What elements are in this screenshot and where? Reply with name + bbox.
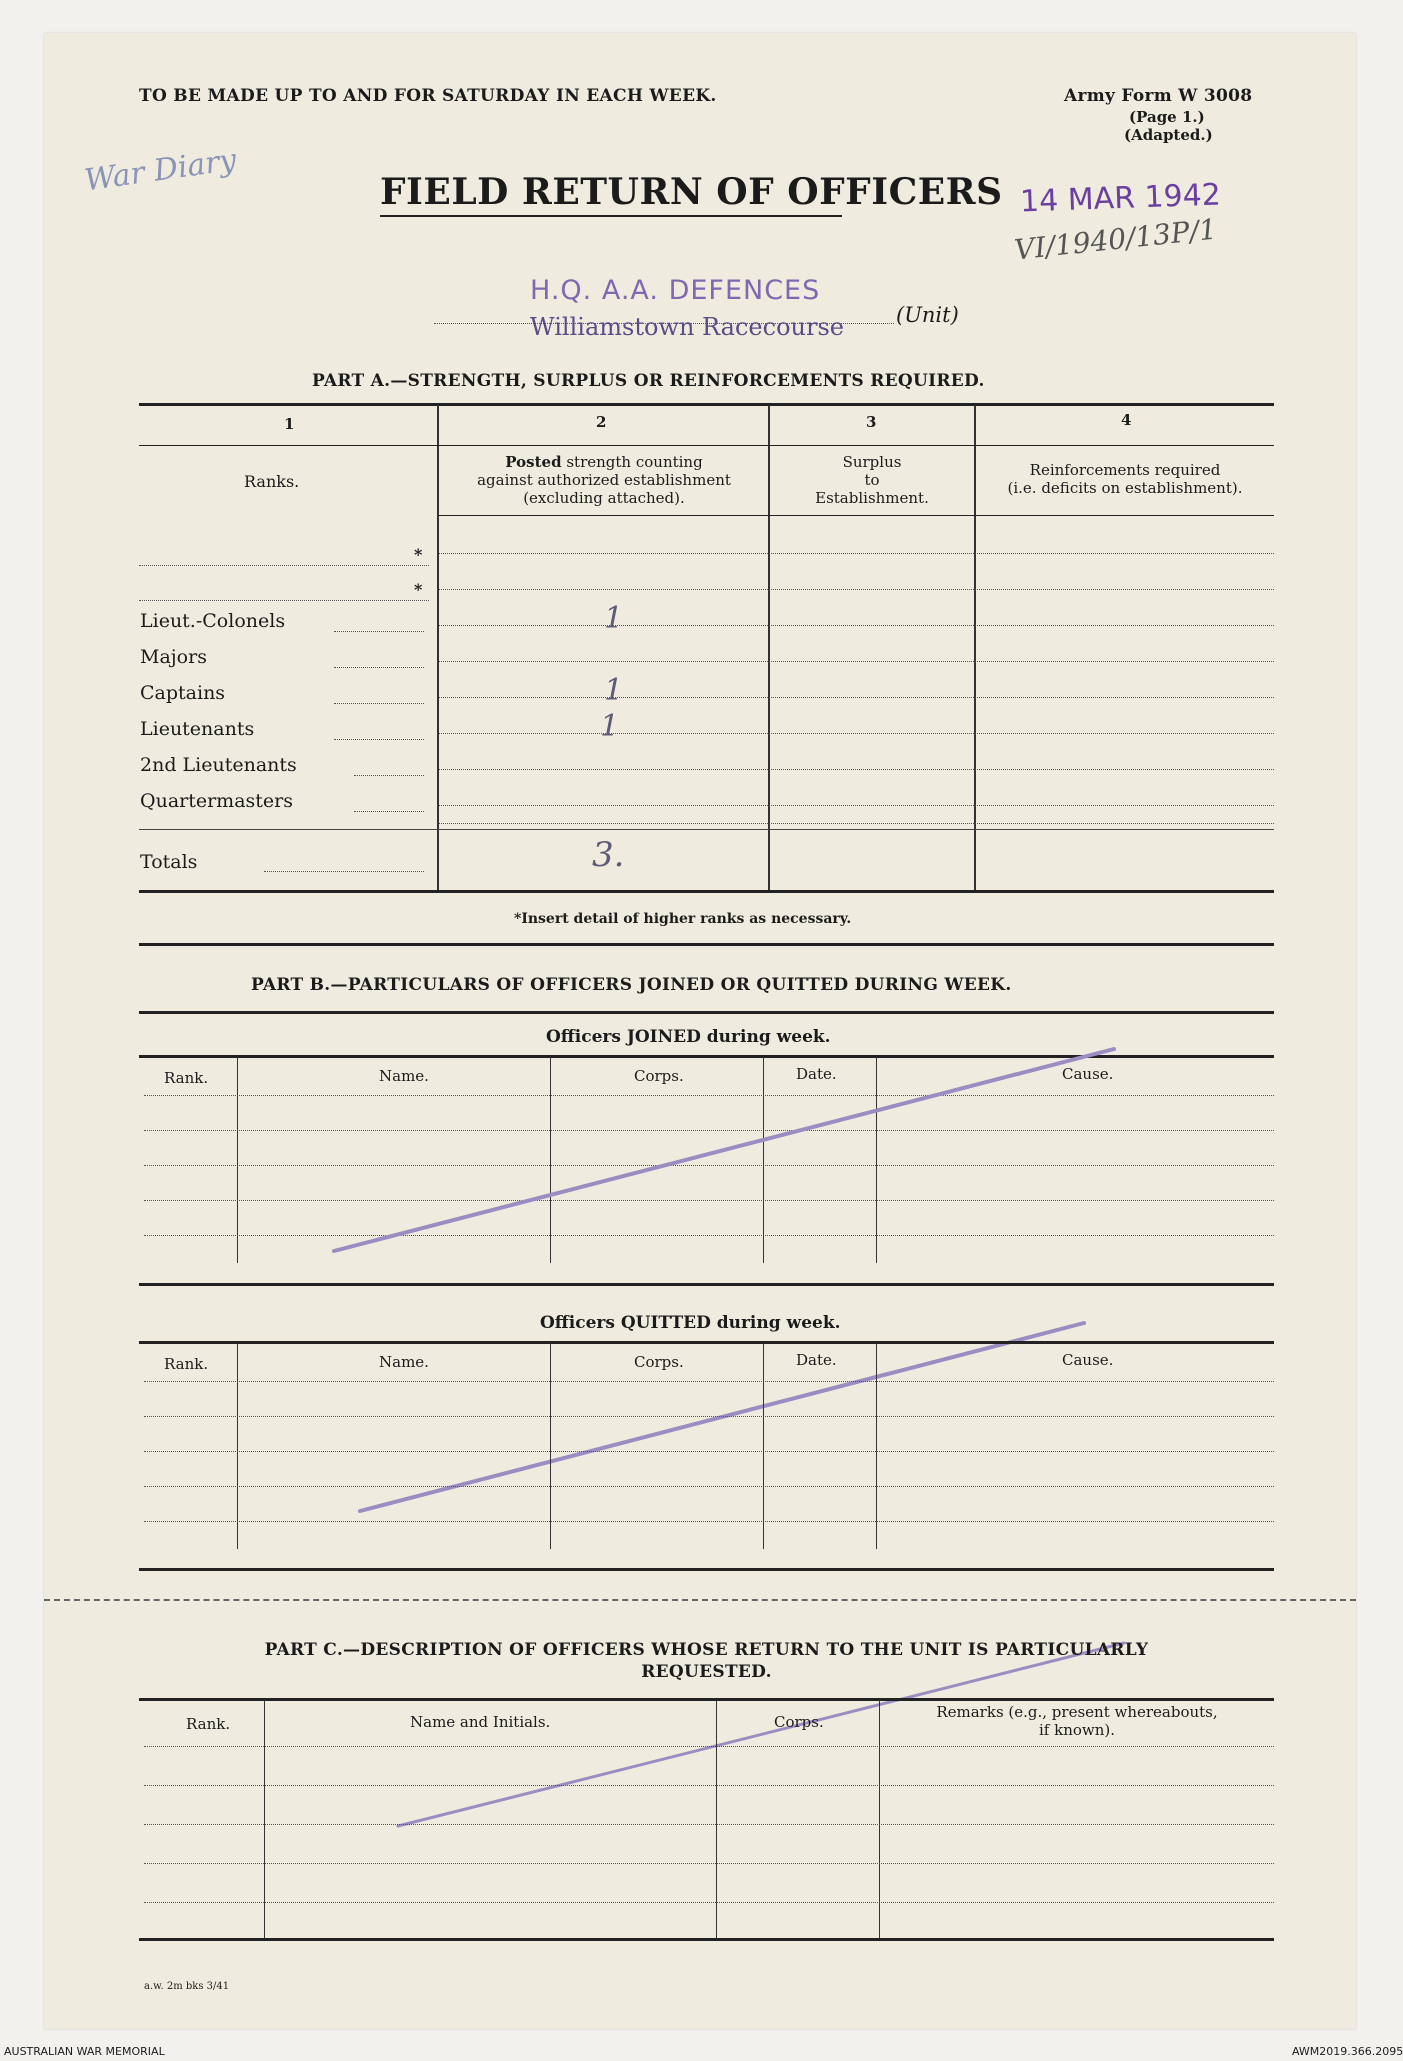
margin-note-war-diary: War Diary <box>82 142 239 199</box>
col3-line1: Surplus <box>842 453 902 471</box>
quitted-col-date: Date. <box>796 1351 837 1369</box>
quitted-div-2 <box>550 1343 551 1549</box>
col4-line2: (i.e. deficits on establishment). <box>1007 479 1243 497</box>
remarks-line1: Remarks (e.g., present whereabouts, <box>936 1703 1218 1721</box>
file-reference: VI/1940/13P/1 <box>1012 212 1219 267</box>
part-c-col-corps: Corps. <box>774 1713 824 1731</box>
quitted-div-1 <box>237 1343 238 1549</box>
totals-value: 3. <box>592 835 625 875</box>
rank-quartermasters: Quartermasters <box>140 790 293 812</box>
joined-cancel-stroke <box>334 1049 1114 1251</box>
col3-line2: to <box>864 471 880 489</box>
print-code: a.w. 2m bks 3/41 <box>144 1981 230 1992</box>
quitted-row-2 <box>144 1416 1274 1417</box>
perforation-line <box>44 1599 1356 1601</box>
joined-col-cause: Cause. <box>1062 1065 1114 1083</box>
quitted-div-3 <box>763 1343 764 1549</box>
col4-line1: Reinforcements required <box>1029 461 1221 479</box>
remarks-line2: if known). <box>1038 1721 1116 1739</box>
col-number-2: 2 <box>596 413 607 431</box>
part-c-row-4 <box>144 1863 1274 1864</box>
accession-number: AWM2019.366.2095 <box>1292 2045 1403 2058</box>
unit-stamp-line1: H.Q. A.A. DEFENCES <box>530 275 821 306</box>
unit-stamp-line2: Williamstown Racecourse <box>530 313 844 341</box>
quitted-row-4 <box>144 1486 1274 1487</box>
part-c-top-rule <box>139 1698 1274 1701</box>
quitted-top-rule <box>139 1341 1274 1344</box>
joined-col-corps: Corps. <box>634 1067 684 1085</box>
adapted-label: (Adapted.) <box>1124 126 1213 144</box>
institution-credit: AUSTRALIAN WAR MEMORIAL <box>4 2045 165 2058</box>
quitted-row-5 <box>144 1521 1274 1522</box>
col1-ranks-header: Ranks. <box>244 472 300 491</box>
quitted-title: Officers QUITTED during week. <box>540 1313 841 1333</box>
part-c-row-3 <box>144 1824 1274 1825</box>
col3-line3: Establishment. <box>815 489 929 507</box>
form-number: Army Form W 3008 <box>1064 86 1253 106</box>
col2-posted-bold: Posted <box>505 453 562 471</box>
totals-label: Totals <box>140 851 198 873</box>
posted-lieut-colonels: 1 <box>604 601 624 636</box>
part-a-footnote: *Insert detail of higher ranks as necessary. <box>514 911 852 927</box>
asterisk-2: * <box>414 580 423 599</box>
part-c-col-name: Name and Initials. <box>410 1713 551 1731</box>
part-a-title: PART A.—STRENGTH, SURPLUS OR REINFORCEMENTS REQUIRED. <box>312 371 985 391</box>
page-label: (Page 1.) <box>1129 108 1205 126</box>
part-c-col-rank: Rank. <box>186 1715 231 1733</box>
date-stamp: 14 MAR 1942 <box>1019 177 1222 220</box>
col2-line1: strength counting <box>566 453 703 471</box>
quitted-row-1 <box>144 1381 1274 1382</box>
part-c-row-5 <box>144 1902 1274 1903</box>
instruction-text: TO BE MADE UP TO AND FOR SATURDAY IN EACH WEEK. <box>139 86 717 106</box>
col-number-4: 4 <box>1121 411 1132 429</box>
part-c-title <box>139 1639 1274 1683</box>
part-c-col-remarks <box>880 1703 1274 1739</box>
rank-lieut-colonels: Lieut.-Colonels <box>140 610 286 632</box>
quitted-col-cause: Cause. <box>1062 1351 1114 1369</box>
joined-col-name: Name. <box>379 1067 429 1085</box>
quitted-col-rank: Rank. <box>164 1355 209 1373</box>
rank-majors: Majors <box>140 646 207 668</box>
part-c-row-1 <box>144 1746 1274 1747</box>
part-c-bottom-rule <box>139 1938 1274 1941</box>
unit-label: (Unit) <box>896 303 959 327</box>
joined-col-date: Date. <box>796 1065 837 1083</box>
asterisk-1: * <box>414 545 423 564</box>
part-c-row-2 <box>144 1785 1274 1786</box>
posted-captains: 1 <box>604 673 624 708</box>
quitted-bottom-rule <box>139 1568 1274 1571</box>
part-b-title: PART B.—PARTICULARS OF OFFICERS JOINED OR QUITTED DURING WEEK. <box>251 975 1012 995</box>
page-title: FIELD RETURN OF OFFICERS <box>380 171 1003 213</box>
quitted-col-corps: Corps. <box>634 1353 684 1371</box>
col2-line2: against authorized establishment <box>477 471 731 489</box>
posted-lieutenants: 1 <box>600 709 620 744</box>
quitted-div-4 <box>876 1343 877 1549</box>
part-c-title-line2: REQUESTED. <box>641 1662 772 1682</box>
quitted-row-3 <box>144 1451 1274 1452</box>
quitted-cancel-stroke <box>360 1323 1084 1511</box>
part-c-title-line1: PART C.—DESCRIPTION OF OFFICERS WHOSE RETURN TO THE UNIT IS PARTICULARLY <box>264 1640 1149 1660</box>
col-number-3: 3 <box>866 413 877 431</box>
col2-line3: (excluding attached). <box>523 489 685 507</box>
joined-title: Officers JOINED during week. <box>546 1027 831 1047</box>
form-sheet <box>44 33 1356 2029</box>
col-number-1: 1 <box>284 415 295 433</box>
quitted-col-name: Name. <box>379 1353 429 1371</box>
rank-captains: Captains <box>140 682 226 704</box>
rank-2nd-lieutenants: 2nd Lieutenants <box>140 754 297 776</box>
rank-lieutenants: Lieutenants <box>140 718 255 740</box>
joined-col-rank: Rank. <box>164 1069 209 1087</box>
